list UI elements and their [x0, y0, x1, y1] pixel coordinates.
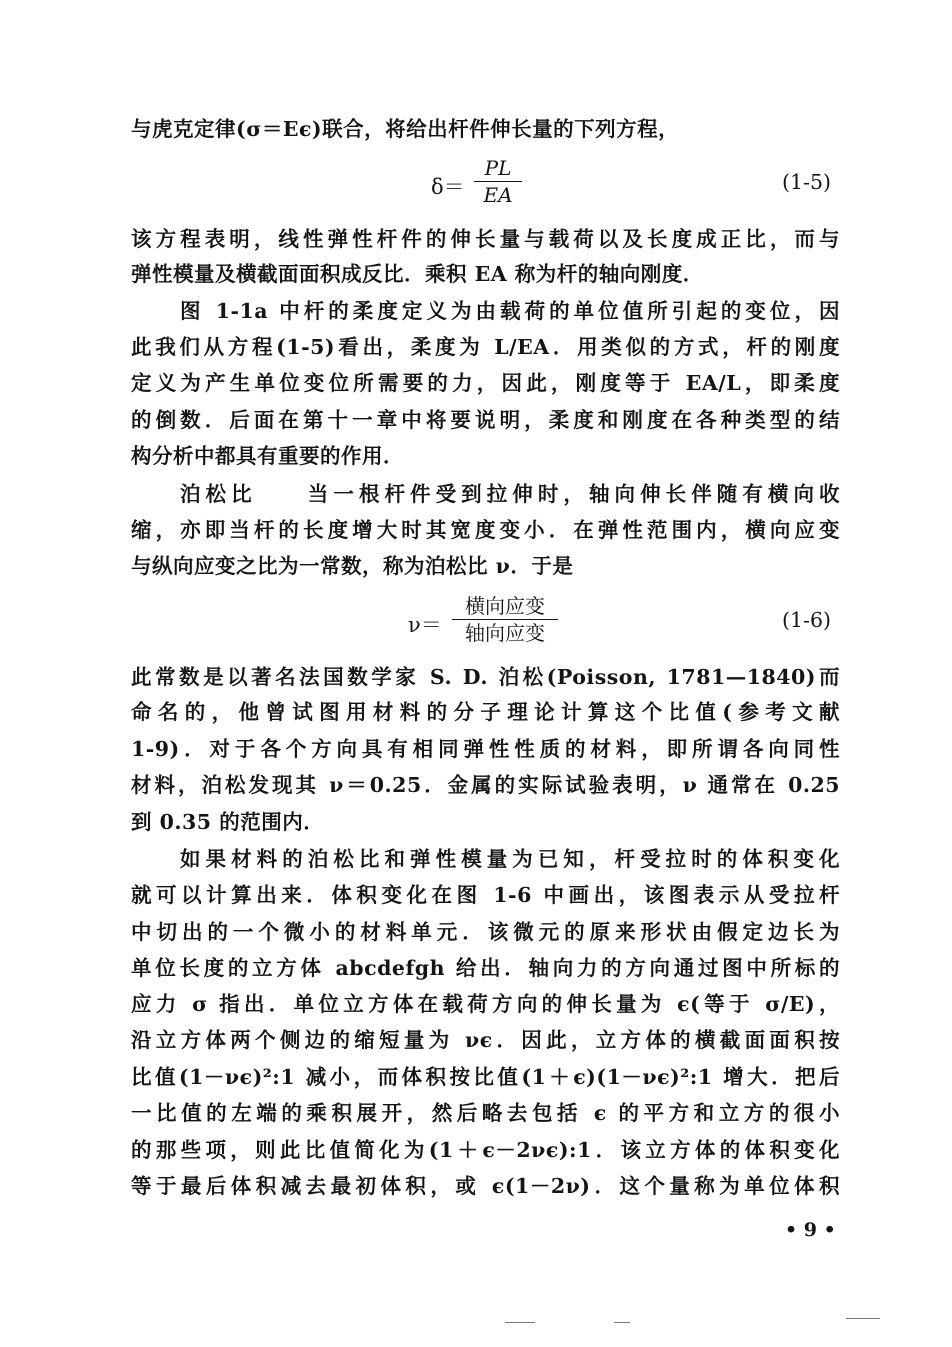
equation-number: (1-5): [782, 170, 832, 194]
fraction-denominator: 轴向应变: [465, 621, 545, 645]
fraction-bar: [452, 619, 558, 620]
text-line-4: 图 1-1a 中杆的柔度定义为由载荷的单位值所引起的变位，因: [180, 299, 840, 323]
text-line-15: 材料，泊松发现其 ν＝0.25．金属的实际试验表明，ν 通常在 0.25: [131, 773, 840, 797]
text-line-26: 等于最后体积减去最初体积，或 ϵ(1－2ν)．这个量称为单位体积: [131, 1174, 840, 1198]
scan-mark: [505, 1322, 535, 1323]
text-line-13: 命名的，他曾试图用材料的分子理论计算这个比值(参考文献: [131, 700, 840, 724]
text-line-18: 就可以计算出来．体积变化在图 1-6 中画出，该图表示从受拉杆: [131, 883, 840, 907]
text-line-20: 单位长度的立方体 abcdefgh 给出．轴向力的方向通过图中所标的: [131, 956, 840, 980]
text-line-3: 弹性模量及横截面面积成反比．乘积 EA 称为杆的轴向刚度．: [131, 262, 704, 286]
scan-mark: [846, 1318, 880, 1319]
text-line-23: 比值(1－νϵ)²:1 减小，而体积按比值(1＋ϵ)(1－νϵ)²:1 增大．把后: [131, 1065, 840, 1089]
page-number: • 9 •: [785, 1219, 836, 1241]
text-line-24: 一比值的左端的乘积展开，然后略去包括 ϵ 的平方和立方的很小: [131, 1101, 840, 1125]
text-line-6: 定义为产生单位变位所需要的力，因此，刚度等于 EA/L，即柔度: [131, 371, 840, 395]
text-line-5: 此我们从方程(1-5)看出，柔度为 L/EA．用类似的方式，杆的刚度: [131, 335, 840, 359]
scan-mark: [614, 1322, 630, 1323]
fraction-denominator: EA: [483, 183, 513, 207]
text-line-10: 缩，亦即当杆的长度增大时其宽度变小．在弹性范围内，横向应变: [131, 518, 840, 542]
fraction-numerator: PL: [484, 156, 512, 180]
text-line-22: 沿立方体两个侧边的缩短量为 νϵ．因此，立方体的横截面面积按: [131, 1028, 840, 1052]
equation-lhs: δ＝: [431, 175, 465, 199]
text-line-12: 此常数是以著名法国数学家 S. D. 泊松(Poisson, 1781—1840)而: [131, 665, 840, 689]
text-line-17: 如果材料的泊松比和弹性模量为已知，杆受拉时的体积变化: [180, 847, 840, 871]
text-line-7: 的倒数．后面在第十一章中将要说明，柔度和刚度在各种类型的结: [131, 408, 840, 432]
text-line-1: 与虎克定律(σ＝Eϵ)联合，将给出杆件伸长量的下列方程，: [131, 117, 680, 141]
equation-number: (1-6): [782, 608, 832, 632]
text-line-21: 应力 σ 指出．单位立方体在载荷方向的伸长量为 ϵ(等于 σ/E)，: [131, 992, 840, 1016]
equation-fraction: [452, 594, 558, 645]
text-line-2: 该方程表明，线性弹性杆件的伸长量与载荷以及长度成正比，而与: [131, 227, 840, 251]
fraction-numerator: 横向应变: [465, 594, 545, 618]
text-line-19: 中切出的一个微小的材料单元．该微元的原来形状由假定边长为: [131, 920, 840, 944]
text-line-11: 与纵向应变之比为一常数，称为泊松比 ν．于是: [131, 554, 574, 578]
equation-fraction: [474, 156, 522, 207]
text-line-16: 到 0.35 的范围内．: [131, 810, 325, 834]
text-line-25: 的那些项，则此比值简化为(1＋ϵ－2νϵ):1．该立方体的体积变化: [131, 1138, 840, 1162]
equation-lhs: ν＝: [408, 613, 442, 637]
text-line-8: 构分析中都具有重要的作用．: [131, 444, 404, 468]
fraction-bar: [474, 181, 522, 182]
text-line-14: 1-9)．对于各个方向具有相同弹性性质的材料，即所谓各向同性: [131, 737, 840, 761]
text-line-9: 泊松比 当一根杆件受到拉伸时，轴向伸长伴随有横向收: [180, 482, 840, 506]
